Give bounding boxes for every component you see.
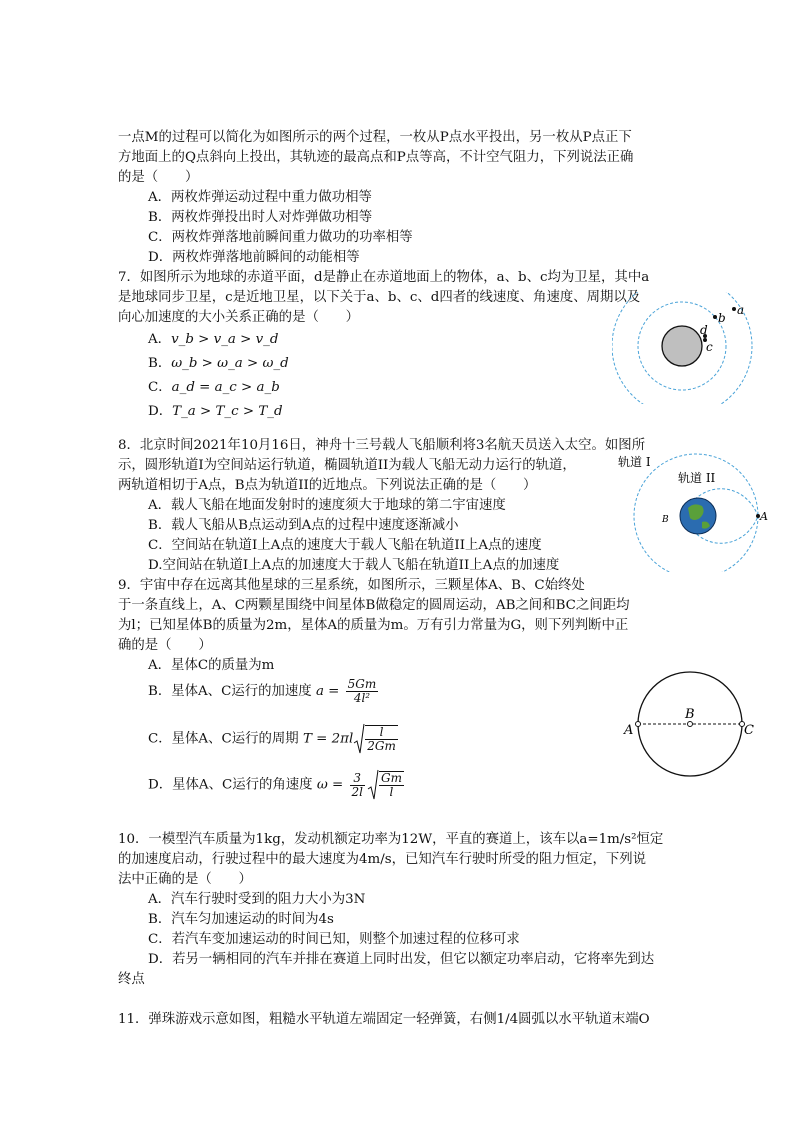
label-orbit-2: 轨道 II — [678, 471, 716, 485]
q8-option-d: D.空间站在轨道I上A点的加速度大于载人飞船在轨道II上A点的加速度 — [148, 558, 560, 573]
q6-line3: 的是（ ） — [118, 170, 199, 185]
q7-option-c-formula: a_d = a_c > a_b — [171, 380, 280, 395]
q7-option-a-formula: v_b > v_a > v_d — [171, 332, 279, 347]
q6-line1: 一点M的过程可以简化为如图所示的两个过程，一枚从P点水平投出，另一枚从P点正下 — [118, 130, 632, 145]
label-c: c — [706, 340, 713, 354]
q8-option-a: A．载人飞船在地面发射时的速度须大于地球的第二宇宙速度 — [148, 498, 506, 513]
q9-option-d: D．星体A、C运行的角速度 ω = $\frac{3}{2l}$ $\frac{Gm}{l}$ — [148, 768, 406, 803]
star-b — [688, 722, 693, 727]
label-b: b — [718, 311, 726, 325]
label-B: B — [662, 515, 669, 525]
q7-option-b: B．ω_b > ω_a > ω_d — [148, 356, 289, 371]
label-star-b: B — [685, 707, 695, 722]
label-star-a: A — [624, 723, 634, 738]
q7-option-d: D．T_a > T_c > T_d — [148, 404, 283, 419]
q9-option-b-fraction: $\frac{5Gm}{\text{4l²}}$ — [347, 677, 377, 705]
q9-option-c-sqrt: $\frac{l}{2Gm}$ — [353, 722, 400, 756]
q7-option-b-formula: ω_b > ω_a > ω_d — [171, 356, 289, 371]
q10-line2: 的加速度启动，行驶过程中的最大速度为4m/s，已知汽车行驶时所受的阻力恒定，下列说 — [118, 852, 647, 867]
q8-option-b: B．载人飞船从B点运动到A点的过程中速度逐渐减小 — [148, 518, 459, 533]
q8-line2: 示，圆形轨道I为空间站运行轨道，椭圆轨道II为载人飞船无动力运行的轨道， — [118, 458, 576, 473]
q9-three-star-figure — [620, 670, 760, 782]
q10-option-b: B．汽车匀加速运动的时间为4s — [148, 912, 334, 927]
q9-line1: 9．宇宙中存在远离其他星球的三星系统，如图所示，三颗星体A、B、C始终处 — [118, 578, 585, 593]
q10-option-a: A．汽车行驶时受到的阻力大小为3N — [148, 892, 366, 907]
q10-option-c: C．若汽车变加速运动的时间已知，则整个加速过程的位移可求 — [148, 932, 520, 947]
q9-line2: 于一条直线上，A、C两颗星围绕中间星体B做稳定的圆周运动，AB之间和BC之间距均 — [118, 598, 630, 613]
q7-option-c: C．a_d = a_c > a_b — [148, 380, 280, 395]
q11-line1: 11．弹珠游戏示意如图，粗糙水平轨道左端固定一轻弹簧，右侧1/4圆弧以水平轨道末端O — [118, 1012, 650, 1027]
q9-option-c: C．星体A、C运行的周期 T = 2πl $\frac{l}{2Gm}$ — [148, 722, 400, 757]
q6-option-d: D．两枚炸弹落地前瞬间的动能相等 — [148, 250, 360, 265]
star-a — [636, 722, 641, 727]
q7-line3: 向心加速度的大小关系正确的是（ ） — [118, 310, 360, 325]
q7-option-d-formula: T_a > T_c > T_d — [172, 404, 283, 419]
q7-line2: 是地球同步卫星，c是近地卫星，以下关于a、b、c、d四者的线速度、角速度、周期以及 — [118, 290, 641, 305]
label-a: a — [737, 303, 745, 317]
q6-option-b: B．两枚炸弹投出时人对炸弹做功相等 — [148, 210, 373, 225]
q6-option-a: A．两枚炸弹运动过程中重力做功相等 — [148, 190, 372, 205]
satellite-a-dot — [732, 307, 736, 311]
q10-line3: 法中正确的是（ ） — [118, 872, 252, 887]
q9-option-d-sqrt: $\frac{Gm}{l}$ — [367, 768, 406, 802]
q9-line3: 为l；已知星体B的质量为2m，星体A的质量为m。万有引力常量为G，则下列判断中正 — [118, 618, 629, 633]
q10-option-d-line2: 终点 — [118, 972, 145, 987]
q7-option-a: A．v_b > v_a > v_d — [148, 332, 279, 347]
q10-option-d-line1: D．若另一辆相同的汽车并排在赛道上同时出发，但它以额定功率启动，它将率先到达 — [148, 952, 655, 967]
q9-line4: 确的是（ ） — [118, 638, 212, 653]
label-star-c: C — [744, 723, 754, 738]
q7-orbit-figure — [612, 292, 768, 404]
q9-option-b: B．星体A、C运行的加速度 a = $\frac{5Gm}{\text{4l²}}$ — [148, 677, 377, 705]
earth-circle — [662, 326, 702, 366]
q10-line1: 10．一模型汽车质量为1kg，发动机额定功率为12W，平直的赛道上，该车以a=1m/s²恒定 — [118, 832, 664, 847]
q8-line1: 8．北京时间2021年10月16日，神舟十三号载人飞船顺利将3名航天员送入太空。如图所 — [118, 438, 646, 453]
label-d: d — [700, 323, 708, 337]
q6-option-c: C．两枚炸弹落地前瞬间重力做功的功率相等 — [148, 230, 413, 245]
q9-option-a: A．星体C的质量为m — [148, 658, 275, 673]
label-orbit-1: 轨道 I — [618, 455, 651, 469]
q7-line1: 7．如图所示为地球的赤道平面，d是静止在赤道地面上的物体，a、b、c均为卫星，其中a — [118, 270, 650, 285]
label-A: A — [760, 510, 768, 523]
q8-option-c: C．空间站在轨道I上A点的速度大于载人飞船在轨道II上A点的速度 — [148, 538, 542, 553]
q8-orbit-figure — [614, 452, 774, 572]
q9-option-d-fraction: $\frac{3}{2l}$ — [351, 770, 363, 799]
satellite-b-dot — [713, 315, 717, 319]
q6-line2: 方地面上的Q点斜向上投出，其轨迹的最高点和P点等高，不计空气阻力，下列说法正确 — [118, 150, 634, 165]
q8-line3: 两轨道相切于A点，B点为轨道II的近地点。下列说法正确的是（ ） — [118, 478, 537, 493]
